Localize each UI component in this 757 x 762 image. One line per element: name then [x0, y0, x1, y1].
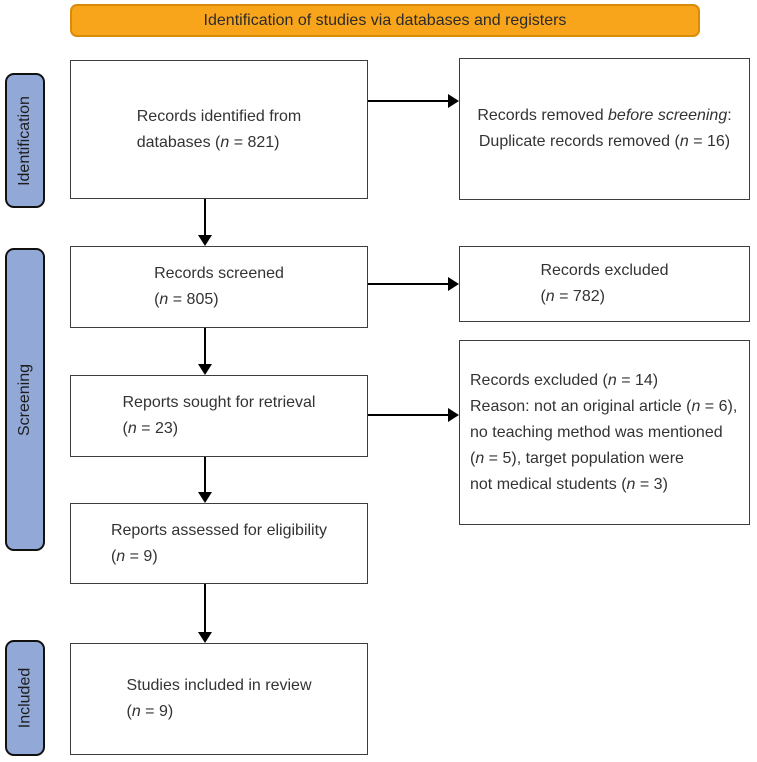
banner-label: Identification of studies via databases and registers: [203, 11, 567, 29]
arrowhead-down-icon: [198, 364, 212, 375]
sidebar-screening-label: Screening: [16, 363, 34, 436]
arrow-screened-to-sought: [204, 328, 206, 364]
arrow-identified-to-removed: [368, 100, 448, 102]
text-line: Records excluded (n = 14): [470, 371, 659, 389]
arrowhead-right-icon: [448, 277, 459, 291]
sidebar-identification: [5, 73, 45, 208]
arrow-screened-to-excluded: [368, 283, 448, 285]
arrowhead-down-icon: [198, 492, 212, 503]
text-line: Duplicate records removed (n = 16): [478, 133, 731, 150]
sidebar-screening: [5, 248, 45, 551]
box-text: [540, 258, 668, 310]
box-text: [470, 368, 737, 498]
n-italic: n: [159, 291, 169, 308]
box-records-excluded-reasons: [459, 340, 750, 525]
text-line: Records screened: [154, 265, 284, 282]
n-italic: n: [679, 133, 689, 150]
n-italic: n: [626, 475, 636, 493]
box-records-removed: [459, 58, 750, 200]
arrow-assessed-to-included: [204, 584, 206, 632]
box-records-identified: [70, 60, 368, 199]
text-line: not medical students (n = 3): [470, 475, 668, 493]
n-italic: n: [131, 703, 141, 720]
box-records-screened: [70, 246, 368, 328]
text-line: no teaching method was mentioned: [470, 423, 723, 441]
arrowhead-right-icon: [448, 408, 459, 422]
text-line: Records excluded: [540, 262, 669, 279]
n-italic: n: [475, 449, 485, 467]
box-text: [154, 261, 284, 313]
n-italic: n: [116, 547, 126, 565]
n-italic: n: [545, 288, 555, 305]
sidebar-included: [5, 640, 45, 756]
text-line: Reports sought for retrieval: [122, 394, 316, 411]
text-line: (n = 782): [540, 288, 605, 305]
text-line: (n = 5), target population were: [470, 449, 684, 467]
arrowhead-down-icon: [198, 632, 212, 643]
text-line: Studies included in review: [126, 677, 312, 694]
text-line: (n = 23): [122, 420, 179, 437]
n-italic: n: [691, 397, 701, 415]
arrow-sought-to-excluded-reasons: [368, 414, 448, 416]
box-text: [137, 104, 302, 156]
text-line: Records removed before screening:: [477, 107, 732, 124]
n-italic: n: [127, 420, 137, 437]
box-records-excluded: [459, 246, 750, 322]
box-text: [127, 673, 312, 725]
text-line: databases (n = 821): [136, 133, 280, 151]
text-line: Reports assessed for eligibility: [110, 521, 328, 539]
box-text: [111, 518, 327, 570]
header-banner: [70, 4, 700, 37]
arrowhead-down-icon: [198, 235, 212, 246]
arrowhead-right-icon: [448, 94, 459, 108]
sidebar-included-label: Included: [16, 667, 33, 729]
box-reports-sought: [70, 375, 368, 457]
box-text: [477, 103, 731, 155]
text-line: Records identified from: [136, 107, 302, 125]
box-text: [123, 390, 316, 442]
arrow-sought-to-assessed: [204, 457, 206, 492]
n-italic: n: [220, 133, 230, 151]
arrow-identified-to-screened: [204, 199, 206, 235]
text-line: (n = 805): [154, 291, 219, 308]
box-studies-included: [70, 643, 368, 755]
before-screening-italic: before screening: [608, 107, 728, 124]
n-italic: n: [607, 371, 617, 389]
box-reports-assessed: [70, 503, 368, 584]
text-line: (n = 9): [126, 703, 174, 720]
text-line: (n = 9): [110, 547, 158, 565]
sidebar-identification-label: Identification: [16, 95, 33, 186]
text-line: Reason: not an original article (n = 6),: [470, 397, 738, 415]
